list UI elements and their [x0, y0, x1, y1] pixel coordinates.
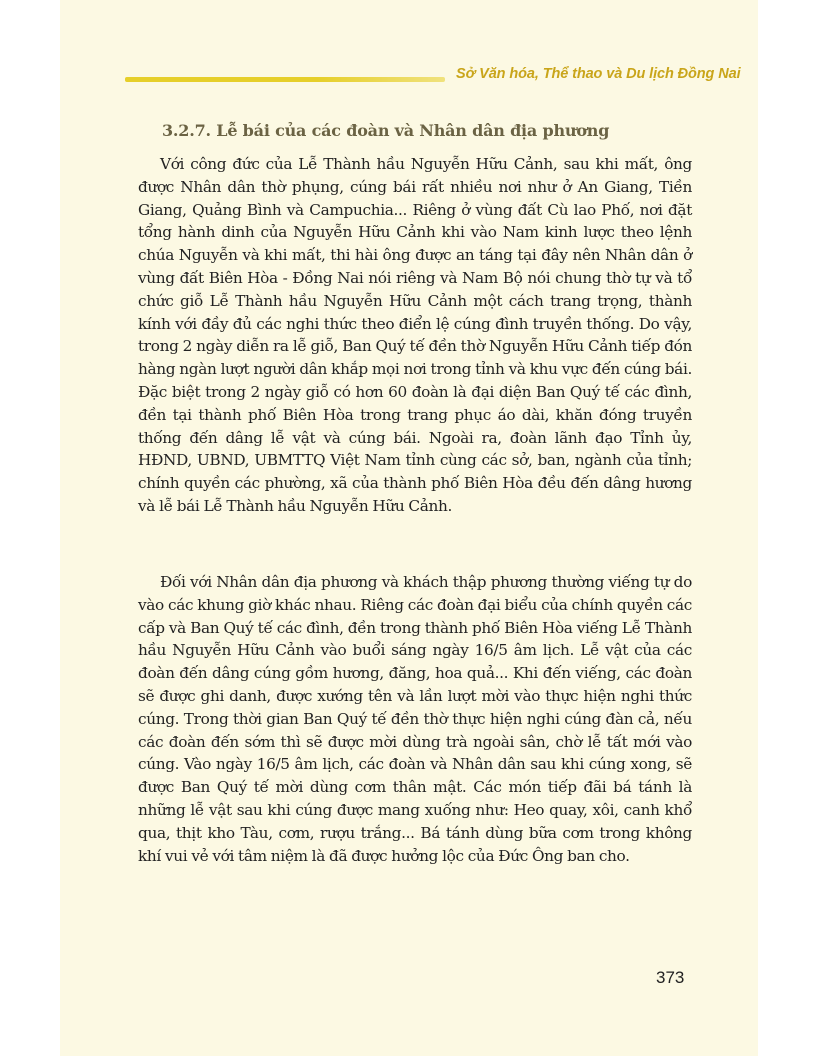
paragraph-text: Với công đức của Lễ Thành hầu Nguyễn Hữu Cảnh, sau khi mất, ông được Nhân dân thờ phụng, cúng bái rất nhiều nơi như ở An Giang, Tiền Giang, Quảng Bình và Campuchia... Riêng ở vùng đất Cù lao Phố, nơi đặt tổng hành dinh của Nguyễn Hữu Cảnh khi vào Nam kinh lược theo lệnh chúa Nguyễn và khi mất, thi hài ông được an táng tại đây nên Nhân dân ở vùng đất Biên Hòa - Đồng Nai nói riêng và Nam Bộ nói chung thờ tự và tổ chức giỗ Lễ Thành hầu Nguyễn Hữu Cảnh một cách trang trọng, thành kính với đầy đủ các nghi thức theo điển lệ cúng đình truyền thống. Do vậy, trong 2 ngày diễn ra lễ giỗ, Ban Quý tế đền thờ Nguyễn Hữu Cảnh tiếp đón hàng ngàn lượt người dân khắp mọi nơi trong tỉnh và khu vực đến cúng bái. Đặc biệt trong 2 ngày giỗ có hơn 60 đoàn là đại diện Ban Quý tế các đình, đền tại thành phố Biên Hòa trong trang phục áo dài, khăn đóng truyền thống đến dâng lễ vật và cúng bái. Ngoài ra, đoàn lãnh đạo Tỉnh ủy, HĐND, UBND, UBMTTQ Việt Nam tỉnh cùng các sở, ban, ngành của tỉnh; chính quyền các phường, xã của thành phố Biên Hòa đều đến dâng hương và lễ bái Lễ Thành hầu Nguyễn Hữu Cảnh. — [138, 155, 692, 515]
running-header: Sở Văn hóa, Thể thao và Du lịch Đồng Nai — [456, 66, 741, 82]
section-heading: 3.2.7. Lễ bái của các đoàn và Nhân dân địa phương — [162, 121, 610, 140]
body-paragraph-2 — [138, 571, 692, 867]
header-rule — [125, 77, 445, 82]
paragraph-text: Đối với Nhân dân địa phương và khách thập phương thường viếng tự do vào các khung giờ khác nhau. Riêng các đoàn đại biểu của chính quyền các cấp và Ban Quý tế các đình, đền trong thành phố Biên Hòa viếng Lễ Thành hầu Nguyễn Hữu Cảnh vào buổi sáng ngày 16/5 âm lịch. Lễ vật của các đoàn đến dâng cúng gồm hương, đăng, hoa quả... Khi đến viếng, các đoàn sẽ được ghi danh, được xướng tên và lần lượt mời vào thực hiện nghi thức cúng. Trong thời gian Ban Quý tế đền thờ thực hiện nghi cúng đàn cả, nếu các đoàn đến sớm thì sẽ được mời dùng trà ngoài sân, chờ lễ tất mới vào cúng. Vào ngày 16/5 âm lịch, các đoàn và Nhân dân sau khi cúng xong, sẽ được Ban Quý tế mời dùng cơm thân mật. Các món tiếp đãi bá tánh là những lễ vật sau khi cúng được mang xuống như: Heo quay, xôi, canh khổ qua, thịt kho Tàu, cơm, rượu trắng... Bá tánh dùng bữa cơm trong không khí vui vẻ với tâm niệm là đã được hưởng lộc của Đức Ông ban cho. — [138, 573, 692, 865]
page-number: 373 — [656, 968, 685, 987]
body-paragraph-1 — [138, 153, 692, 518]
